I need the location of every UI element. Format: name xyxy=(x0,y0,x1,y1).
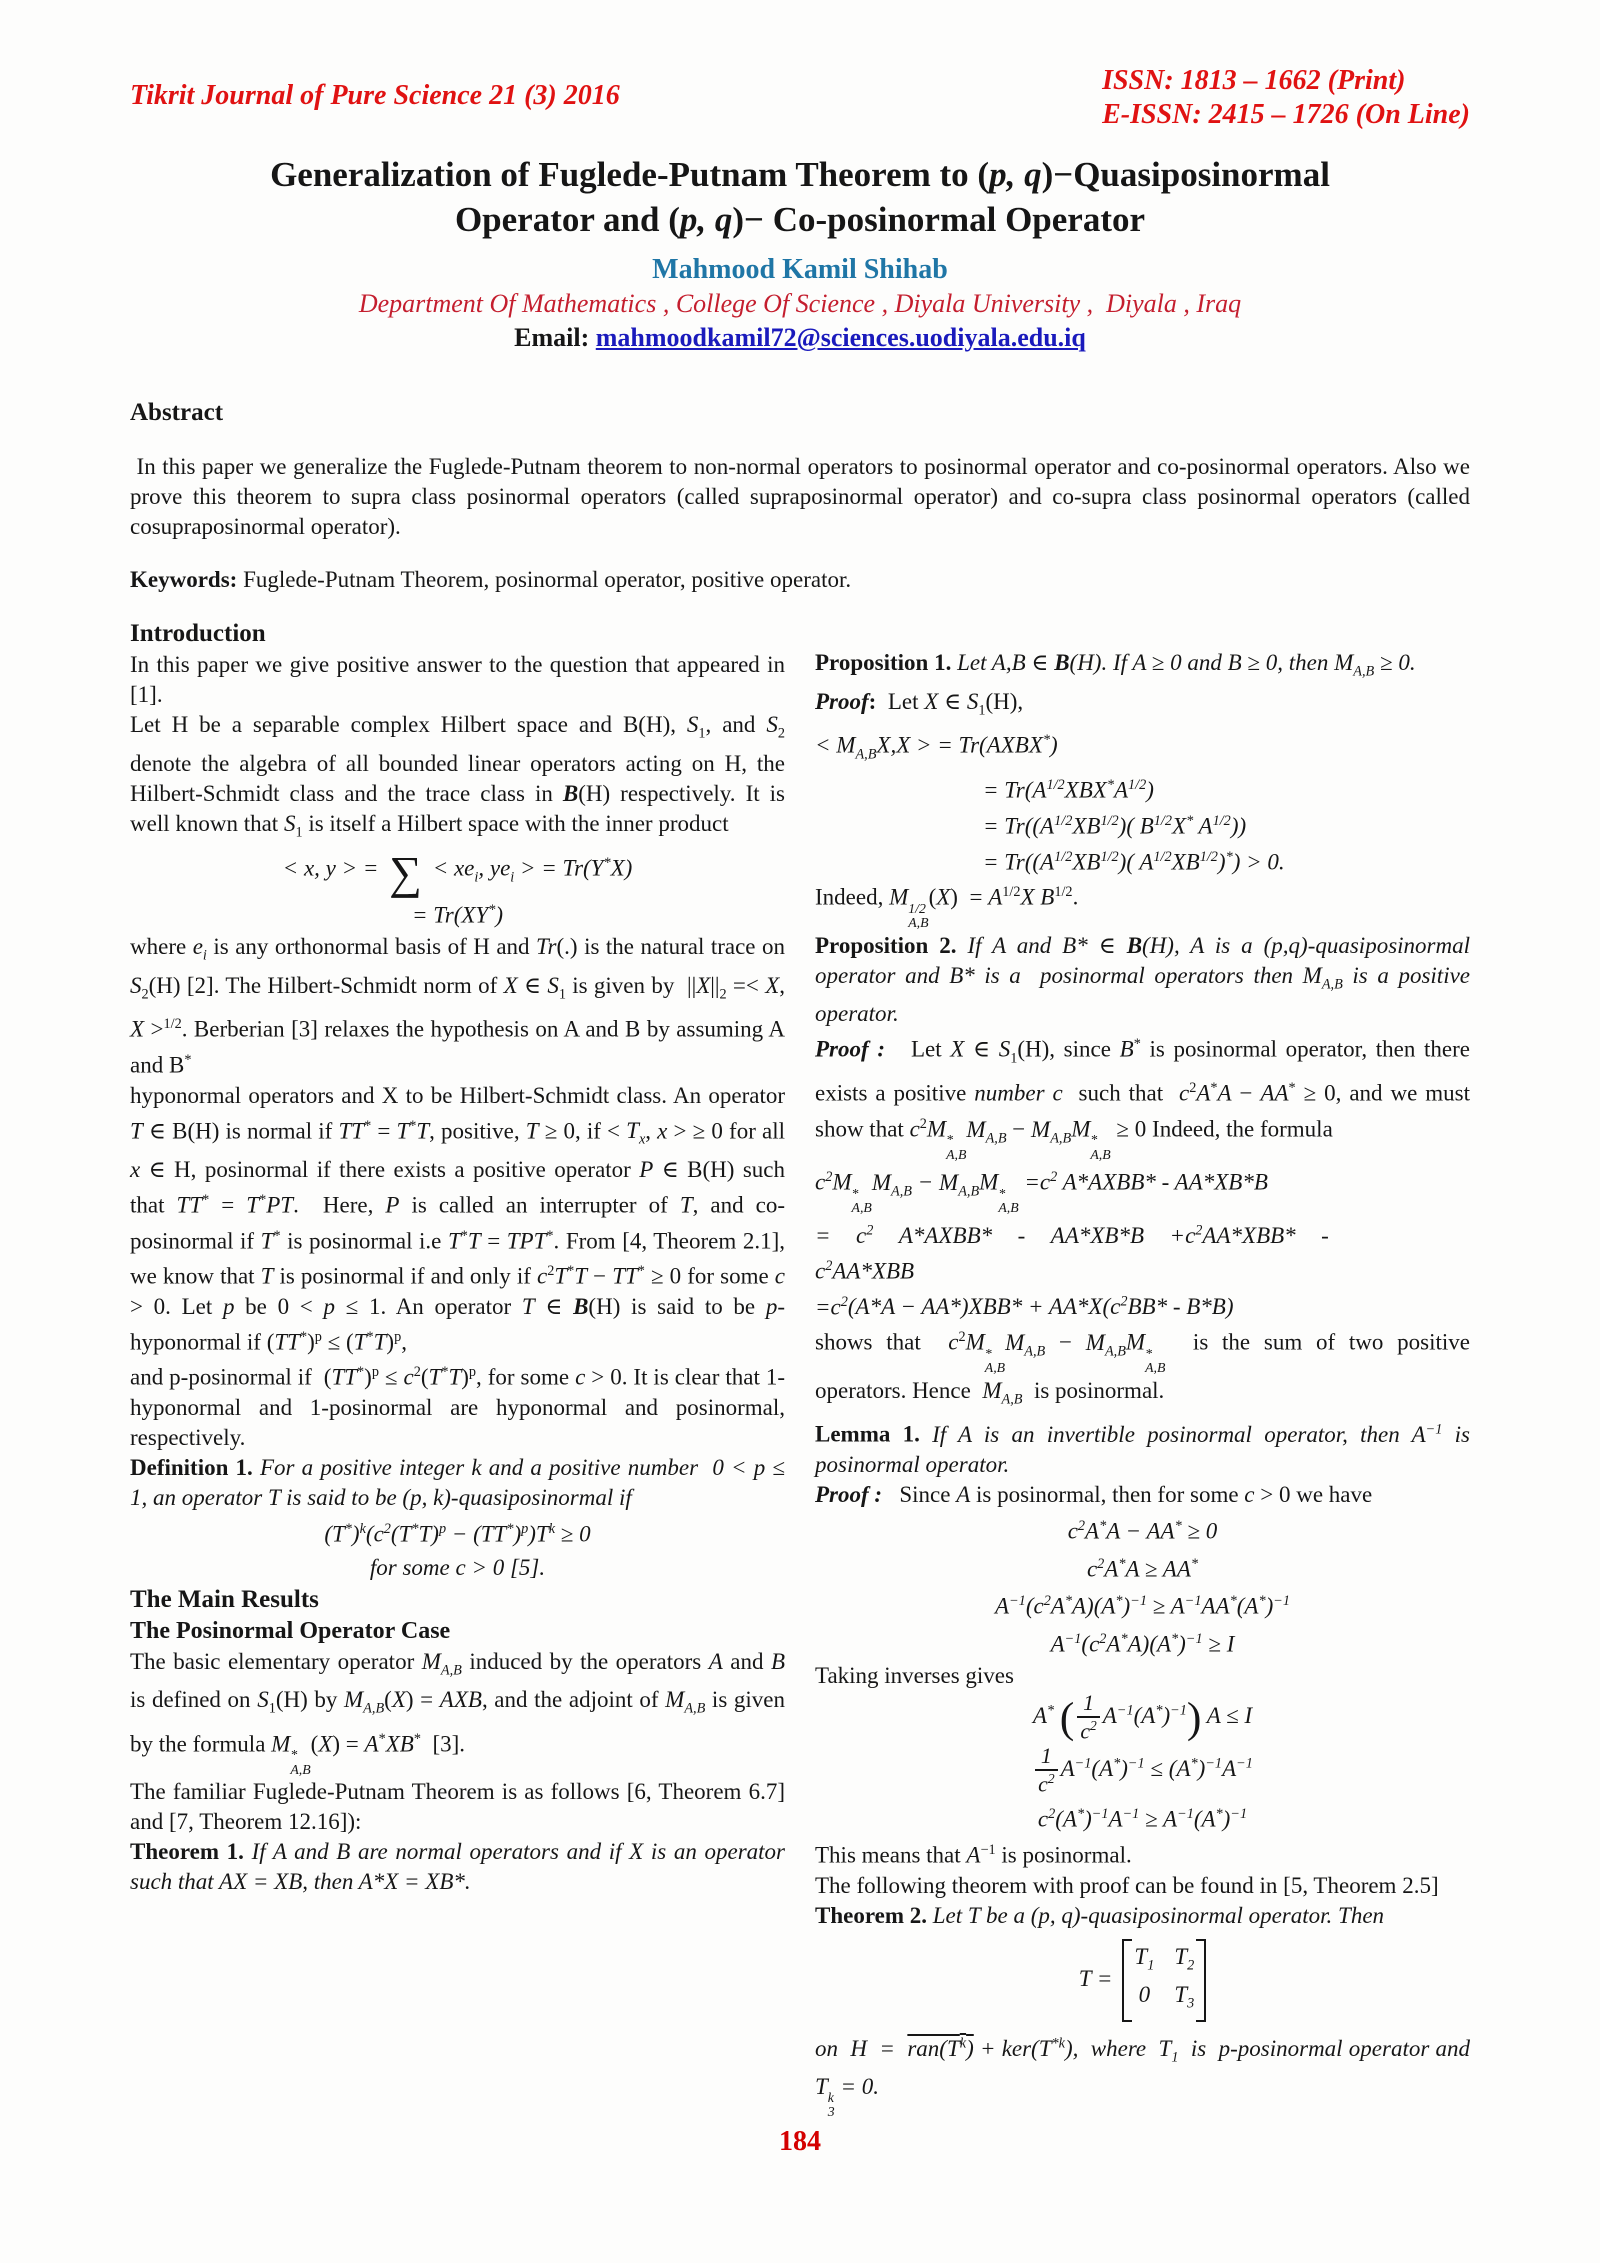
prop2-eq-line2: = $c^2$ A*AXBB* - $AA*XB*B +c^2AA*XBB*$ - xyxy=(815,1222,1329,1249)
theorem-2: Theorem 2. Let T be a (p, q)-quasiposinormal operator. Then xyxy=(815,1902,1385,1928)
prop2-conclusion: shows that $c^2M$ * A,B $M_{A,B} - M_{A,B}M$ * A,B is the sum of two positive operators. Hence $M_{A,B}$ is posinormal. xyxy=(815,1329,1470,1408)
lemma-1-proof-intro: Proof : Since A is posinormal, then for some c > 0 we have xyxy=(815,1481,1373,1507)
main-paragraph-2: The familiar Fuglede-Putnam Theorem is as follows [6, Theorem 6.7] and [7, Theorem 12.16]): xyxy=(130,1779,785,1835)
prop1-eq-line2: = $Tr(A^{1/2}XBX^*A^{1/2})$ xyxy=(983,777,1154,804)
prop1-indeed-line: Indeed, M 1/2 A,B $(X) = A^{1/2}X$ $B^{1/2}$. xyxy=(815,884,1079,931)
author-name: Mahmood Kamil Shihab xyxy=(652,254,948,285)
main-paragraph-1: The basic elementary operator $M_{A,B}$ induced by the operators A and B is defined on $S_1(H)$ by $M_{A,B}(X)$ = AXB, and the adjoint of $M_{A,B}$ is given by the formula M * A,B (X) = A*XB* [3]. xyxy=(130,1648,785,1777)
intro-paragraph-1: In this paper we give positive answer to the question that appeared in [1]. xyxy=(130,652,785,707)
proposition-2: Proposition 2. If A and B* ∈ B(H), A is a (p,q)-quasiposinormal operator and B* is a posinormal operators then $M_{A,B}$ is a positive operator. xyxy=(815,932,1471,1027)
issn-print: ISSN: 1813 – 1662 (Print) xyxy=(1102,65,1406,96)
definition-1: Definition 1. For a positive integer k and a positive number 0 < p ≤ 1, an operator T is said to be (p, k)-quasiposinormal if xyxy=(130,1455,785,1511)
lemma1-eq-line7: $c^2(A^*)^{-1}A^{-1} \ge A^{-1}(A^*)^{-1}$ xyxy=(1037,1805,1248,1832)
following-theorem-note: The following theorem with proof can be found in [5, Theorem 2.5] xyxy=(815,1872,1439,1898)
journal-title: Tikrit Journal of Pure Science 21 (3) 2016 xyxy=(130,80,620,111)
intro-paragraph-5: and p-posinormal if $(TT^*)^p \le c^2(T^*T)^p$, for some c > 0. It is clear that 1-hyponormal and 1-posinormal are hyponormal and posinormal, respectively. xyxy=(130,1364,785,1451)
theorem-2-matrix-line xyxy=(815,1939,1470,2022)
email-label: Email: xyxy=(514,323,590,352)
keywords-label: Keywords: xyxy=(130,567,238,592)
page-number: 184 xyxy=(779,2126,821,2157)
prop1-eq-line3: = $Tr((A^{1/2}XB^{1/2})$( $B^{1/2}X^*$ $A^{1/2}$)) xyxy=(983,813,1247,839)
keywords-text: Fuglede-Putnam Theorem, posinormal operator, positive operator. xyxy=(237,567,852,592)
matrix-lhs: T = xyxy=(1078,1965,1113,1991)
abstract-section xyxy=(130,397,1470,595)
matrix-cell-12: $T_2$ xyxy=(1174,1943,1195,1974)
theorem-1: Theorem 1. If A and B are normal operators and if X is an operator such that AX = XB, then A*X = XB*. xyxy=(130,1839,785,1895)
prop1-eq-line1: < $M_{A,B}X,X$ > = Tr(AXBX*) xyxy=(815,732,1058,763)
abstract-body: In this paper we generalize the Fuglede-Putnam theorem to non-normal operators to posinormal operator and co-posinormal operators. Also we prove this theorem to supra class posinormal operators (called supraposinormal operator) and co-supra class posinormal operators (called cosupraposinormal operator). xyxy=(130,454,1470,539)
lemma1-eq-line6: $\frac{1}{c^2}$ $A^{-1}(A^*)^{-1} \le (A^*)^{-1}A^{-1}$ xyxy=(815,1744,1470,1798)
email-link[interactable]: mahmoodkamil72@sciences.uodiyala.edu.iq xyxy=(595,323,1086,352)
prop2-eq-line4: $=c^2(A*A - AA*)XBB* + AA*X(c^2BB* - B*B)$ xyxy=(815,1293,1234,1320)
introduction-heading: Introduction xyxy=(130,620,266,647)
lemma1-eq-line4: $A^{-1}(c^2A^*A)(A^*)^{-1} \ge I$ xyxy=(1050,1630,1235,1657)
issn-block xyxy=(1102,64,1470,132)
lemma-1: Lemma 1. If A is an invertible posinormal operator, then $A^{-1}$ is posinormal operator. xyxy=(815,1421,1471,1477)
article-title xyxy=(130,152,1470,242)
lemma1-eq-line5: A* ( $\frac{1}{c^2}$ $A^{-1}(A^*)^{-1}$) A ≤ I xyxy=(1032,1690,1253,1743)
prop2-eq-line1: $c^2M$ * A,B $M_{A,B} - M_{A,B}M$ * A,B $=c^2$ A*AXBB* - AA*XB*B xyxy=(815,1169,1268,1216)
operator-matrix xyxy=(1122,1939,1206,2022)
left-column xyxy=(130,618,785,2120)
lemma1-eq-line3: $A^{-1}(c^2A^*A)(A^*)^{-1} \ge A^{-1}AA^*(A^*)^{-1}$ xyxy=(995,1593,1290,1619)
page-header xyxy=(130,64,1470,132)
article-title-line1: Generalization of Fuglede-Putnam Theorem to (p, q)−Quasiposinormal xyxy=(270,155,1330,194)
proposition-1-proof-intro: Proof: Let X ∈ $S_1(H)$, xyxy=(815,688,1024,719)
issn-online: E-ISSN: 2415 – 1726 (On Line) xyxy=(1102,99,1470,130)
author-affiliation: Department Of Mathematics , College Of Science , Diyala University , Diyala , Iraq xyxy=(358,289,1242,318)
prop2-eq-line3: $c^2AA*XBB$ xyxy=(815,1258,915,1284)
main-results-heading: The Main Results xyxy=(130,1585,319,1613)
proposition-2-proof: Proof : Let X ∈ $S_1(H)$, since B* is posinormal operator, then there exists a positive number c such that $c^2A^*A - AA^* \ge 0$, and we must show that $c^2M$ * A,B $M_{A,B} - M_{A,B}M$ * A,B ≥ 0 Indeed, the formula xyxy=(815,1036,1470,1162)
article-title-line2: Operator and (p, q)− Co-posinormal Operator xyxy=(454,200,1146,239)
posinormal-case-heading: The Posinormal Operator Case xyxy=(130,1617,451,1644)
matrix-cell-11: $T_1$ xyxy=(1134,1943,1155,1974)
definition-1-formula-condition: for some c > 0 [5]. xyxy=(369,1554,546,1580)
intro-paragraph-4: hyponormal operators and X to be Hilbert-Schmidt class. An operator T ∈ B(H) is normal if TT* = T*T, positive, T ≥ 0, if < $T_x$, x > ≥ 0 for all x ∈ H, posinormal if there exists a positive operator P ∈ B(H) such that TT* = T*PT. Here, P is called an interrupter of T, and co-posinormal if T* is posinormal i.e T*T = TPT*. From [4, Theorem 2.1], we know that T is posinormal if and only if $c^2T^*T - TT^* \ge 0$ for some c > 0. Let p be 0 < p ≤ 1. An operator T ∈ B(H) is said to be p-hyponormal if $(TT^*)^p \le (T^*T)^p$, xyxy=(130,1082,786,1355)
inner-product-formula-line2: = Tr(XY*) xyxy=(411,902,504,929)
right-column xyxy=(815,618,1470,2120)
inner-product-formula-line1: < x, y > = ∑ < $xe_i$, $ye_i$ > = Tr(Y*X) xyxy=(282,846,633,898)
lemma1-conclusion: This means that $A^{-1}$ is posinormal. xyxy=(815,1842,1132,1868)
definition-1-formula: $(T^*)^k(c^2(T^*T)^p - (TT^*)^p)T^k \ge 0$ xyxy=(324,1521,591,1547)
abstract-heading: Abstract xyxy=(130,399,224,426)
matrix-cell-22: $T_3$ xyxy=(1174,1982,1195,2013)
proposition-1: Proposition 1. Let A,B ∈ B(H). If A ≥ 0 and B ≥ 0, then $M_{A,B} \ge 0$. xyxy=(815,650,1416,680)
keywords-line xyxy=(130,565,1470,595)
taking-inverses-line: Taking inverses gives xyxy=(815,1662,1014,1688)
prop1-eq-line4: = $Tr((A^{1/2}XB^{1/2})$( $A^{1/2}XB^{1/2})^*) > 0$. xyxy=(983,848,1285,875)
email-line xyxy=(130,323,1470,353)
two-column-body xyxy=(130,618,1470,2120)
intro-paragraph-2: Let H be a separable complex Hilbert space and B(H), $S_1$, and $S_2$ denote the algebra of all bounded linear operators acting on H, the Hilbert-Schmidt class and the trace class in B(H) respectively. It is well known that $S_1$ is itself a Hilbert space with the inner product xyxy=(130,712,785,841)
theorem-2-conclusion: on $H = ran(T^k) + ker(T^{*k})$, where $T_1$ is p-posinormal operator and T k 3 = 0. xyxy=(815,2035,1470,2120)
lemma1-eq-line2: $c^2A^*A \ge AA^*$ xyxy=(1086,1555,1199,1582)
matrix-cell-21: 0 xyxy=(1138,1982,1151,2008)
intro-paragraph-3: where $e_i$ is any orthonormal basis of H and Tr(.) is the natural trace on $S_2(H)$ [2]. The Hilbert-Schmidt norm of X ∈ $S_1$ is given by $||X||_2 =< X$, X >$^{1/2}$. Berberian [3] relaxes the hypothesis on A and B by assuming A and B* xyxy=(130,934,786,1078)
lemma1-eq-line1: $c^2A^*A - AA^* \ge 0$ xyxy=(1067,1517,1218,1544)
